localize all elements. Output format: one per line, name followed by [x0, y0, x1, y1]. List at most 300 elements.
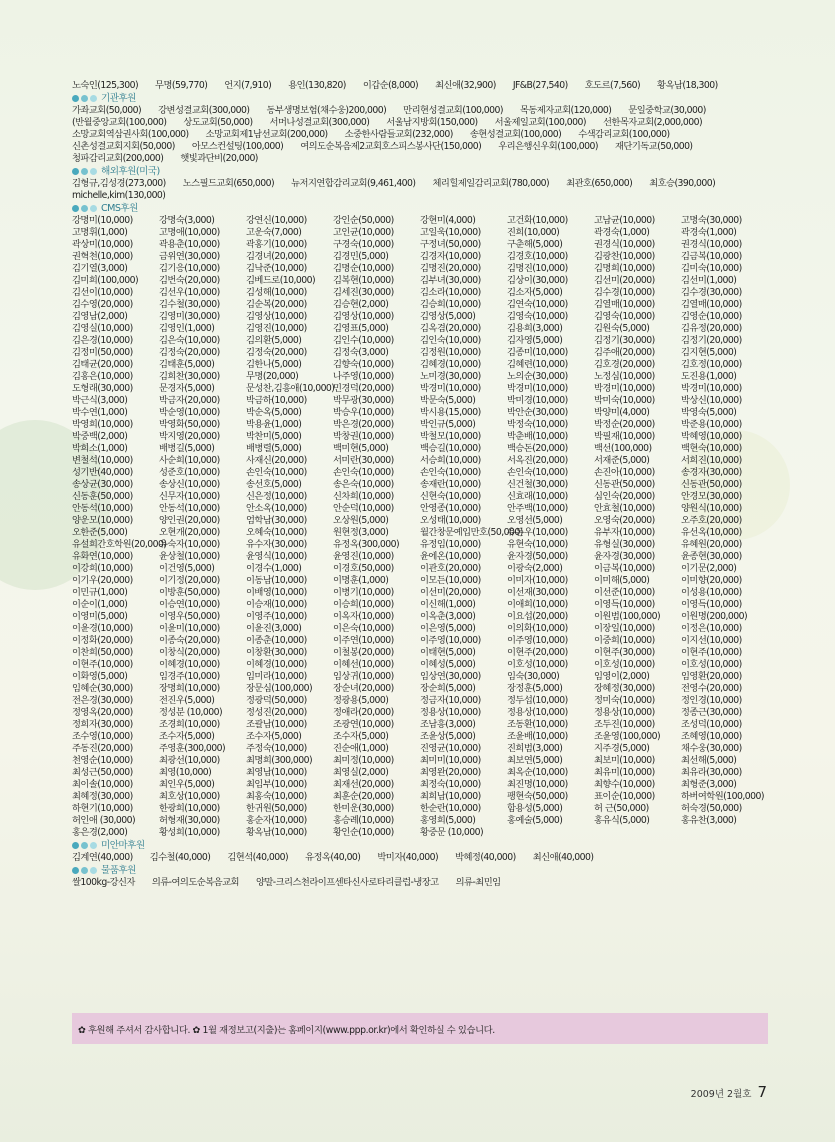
- donor-entry: 황인순(10,000): [333, 827, 394, 838]
- donor-entry: 김소라(10,000): [420, 287, 481, 298]
- top-line-donors: [72, 80, 768, 92]
- section-title: CMS후원: [101, 202, 138, 214]
- donor-entry: 김광찬(10,000): [594, 251, 655, 262]
- section-header-supporters: [72, 839, 768, 852]
- donor-entry: 박영숙(5,000): [681, 407, 737, 418]
- supporter-donors: [72, 852, 768, 864]
- donor-entry: 오영숙(20,000): [594, 515, 655, 526]
- donor-entry: 사순희(10,000): [159, 455, 220, 466]
- donor-entry: 임영환(20,000): [681, 671, 742, 682]
- bullet-dots-icon: [72, 168, 97, 175]
- donor-entry: 안주백(10,000): [507, 503, 568, 514]
- donor-entry: 구정녀(50,000): [420, 239, 481, 250]
- donor-entry: 김미희(100,000): [72, 275, 139, 286]
- donor-entry: 박경미(10,000): [594, 383, 655, 394]
- donor-entry: 이혜경(10,000): [246, 659, 307, 670]
- donor-entry: 유화연(10,000): [72, 551, 133, 562]
- donor-entry: 임혜순(30,000): [72, 683, 133, 694]
- donor-entry: 강명미(10,000): [72, 215, 133, 226]
- donor-entry: 만리현성결교회(100,000): [403, 105, 503, 116]
- donor-entry: 최성근(50,000): [72, 767, 133, 778]
- donor-entry: 아모스컨설팅(100,000): [191, 141, 284, 152]
- donor-entry: 천영순(10,000): [72, 755, 133, 766]
- donor-entry: 김형규,김성경(273,000): [72, 178, 166, 189]
- donor-entry: 김수경(10,000): [594, 287, 655, 298]
- donor-entry: 김수영(20,000): [72, 299, 133, 310]
- donor-entry: 조경희(10,000): [159, 719, 220, 730]
- donor-entry: 김미숙(10,000): [681, 263, 742, 274]
- donor-entry: 정성분 (10,000): [159, 707, 223, 718]
- donor-entry: 재단기독교(50,000): [614, 141, 693, 152]
- donor-entry: 박창권(10,000): [333, 431, 394, 442]
- donor-entry: 이원명(200,000): [681, 611, 748, 622]
- donor-entry: 김명희(10,000): [594, 263, 655, 274]
- donor-entry: 김한나(5,000): [246, 359, 302, 370]
- donor-entry: 임상연(30,000): [420, 671, 481, 682]
- donor-entry: 이현주(10,000): [681, 647, 742, 658]
- donor-entry: 장명희(10,000): [159, 683, 220, 694]
- page-number: 7: [757, 1083, 767, 1101]
- donor-entry: 한귀원(50,000): [246, 803, 307, 814]
- donor-entry: 김금복(10,000): [681, 251, 742, 262]
- donor-entry: 도진용(1,000): [681, 371, 737, 382]
- donor-entry: 임경주(10,000): [159, 671, 220, 682]
- donor-entry: 조수자(5,000): [159, 731, 215, 742]
- bullet-dots-icon: [72, 842, 97, 849]
- donor-entry: 정용상(10,000): [594, 707, 655, 718]
- donor-entry: 박중백(2,000): [72, 431, 128, 442]
- donor-entry: 호도르(7,560): [584, 80, 641, 91]
- donor-entry: 소망교회제1남선교회(200,000): [205, 129, 328, 140]
- donor-entry: 박혜정(40,000): [455, 852, 516, 863]
- donor-entry: 가좌교회(50,000): [72, 105, 142, 116]
- donor-entry: (반월중앙교회(100,000): [72, 117, 167, 128]
- donor-entry: 홍영희(5,000): [420, 815, 476, 826]
- donor-entry: 김희찬(30,000): [159, 371, 220, 382]
- donor-entry: 이강희(10,000): [72, 563, 133, 574]
- donor-entry: 김정숙(3,000): [333, 347, 389, 358]
- donor-entry: 유돈우(10,000): [507, 527, 568, 538]
- donor-entry: 장순녀(20,000): [333, 683, 394, 694]
- donor-entry: 김인숙(10,000): [420, 335, 481, 346]
- donor-entry: 안영종(10,000): [420, 503, 481, 514]
- donor-entry: 신효래(10,000): [507, 491, 568, 502]
- donor-entry: 윤에온(10,000): [420, 551, 481, 562]
- donor-entry: 김영진(10,000): [246, 323, 307, 334]
- donor-entry: 김정기(30,000): [594, 335, 655, 346]
- donor-entry: 이혜성(5,000): [420, 659, 476, 670]
- donor-entry: 손진아(10,000): [594, 467, 655, 478]
- donor-entry: 박순영(10,000): [159, 407, 220, 418]
- donor-entry: 이승연(10,000): [159, 599, 220, 610]
- donor-entry: 한광희(10,000): [159, 803, 220, 814]
- donor-entry: 신동훈(50,000): [72, 491, 133, 502]
- donor-entry: 조남흥(3,000): [420, 719, 476, 730]
- donor-entry: 김향숙(10,000): [333, 359, 394, 370]
- donor-entry: 김경녀(20,000): [246, 251, 307, 262]
- donor-entry: 조수자(5,000): [333, 731, 389, 742]
- donor-entry: 이병기(10,000): [333, 587, 394, 598]
- donor-entry: 최명희(300,000): [246, 755, 313, 766]
- donor-entry: 노스필드교회(650,000): [182, 178, 275, 189]
- donor-entry: 최인우(5,000): [159, 779, 215, 790]
- donor-entry: 백승돈(20,000): [507, 443, 568, 454]
- donor-entry: 유부자(10,000): [594, 527, 655, 538]
- donor-entry: 함용성(5,000): [507, 803, 563, 814]
- donor-entry: 고일욱(10,000): [420, 227, 481, 238]
- donor-entry: 홍예술(5,000): [507, 815, 563, 826]
- section-header-cms: [72, 202, 768, 215]
- donor-entry: 이종춘(10,000): [246, 635, 307, 646]
- donor-entry: 최형준(3,000): [681, 779, 737, 790]
- donor-entry: 이신해(1,000): [420, 599, 476, 610]
- donor-entry: 김영인(1,000): [159, 323, 215, 334]
- donor-entry: 김정원(10,000): [420, 347, 481, 358]
- donor-entry: 햇빛과단비(20,000): [180, 153, 258, 164]
- donor-entry: 서울제일교회(100,000): [494, 117, 586, 128]
- donor-entry: 주동진(20,000): [72, 743, 133, 754]
- donor-entry: 김혜련(10,000): [507, 359, 568, 370]
- donor-entry: 오혜숙(10,000): [246, 527, 307, 538]
- donor-entry: 김인수(10,000): [333, 335, 394, 346]
- donor-entry: 의류-여의도순복음교회: [151, 877, 239, 888]
- donor-entry: 유현숙(10,000): [507, 539, 568, 550]
- donor-entry: 박필재(10,000): [594, 431, 655, 442]
- donor-entry: 김영남(2,000): [72, 311, 128, 322]
- donor-entry: 김성해(10,000): [246, 287, 307, 298]
- donor-entry: 조두진(10,000): [594, 719, 655, 730]
- donor-entry: 손인숙(10,000): [333, 467, 394, 478]
- section-title: 미안마후원: [101, 839, 145, 851]
- donor-entry: 홍은경(2,000): [72, 827, 128, 838]
- donor-entry: 이방훈(50,000): [159, 587, 220, 598]
- donor-entry: 권경식(10,000): [681, 239, 742, 250]
- donor-entry: 박문숙(5,000): [420, 395, 476, 406]
- donor-entry: 백현숙(10,000): [681, 443, 742, 454]
- donor-entry: 이찬희(50,000): [72, 647, 133, 658]
- donor-entry: 박상신(10,000): [681, 395, 742, 406]
- donor-entry: 최미정(10,000): [333, 755, 394, 766]
- donor-entry: 김경호(10,000): [507, 251, 568, 262]
- donor-entry: 홍유찬(3,000): [681, 815, 737, 826]
- donor-entry: 안경모(30,000): [681, 491, 742, 502]
- donor-entry: 홍유식(5,000): [594, 815, 650, 826]
- donor-entry: 정금자(10,000): [420, 695, 481, 706]
- donor-entry: 이옥자(10,000): [333, 611, 394, 622]
- donor-entry: 유숙자(10,000): [159, 539, 220, 550]
- donor-entry: 금위연(30,000): [159, 251, 220, 262]
- donor-entry: 송선호(5,000): [246, 479, 302, 490]
- donor-entry: 김세진(30,000): [333, 287, 394, 298]
- donor-entry: 박시용(15,000): [420, 407, 481, 418]
- donor-entry: 김호정(10,000): [681, 359, 742, 370]
- donor-entry: 최희남(10,000): [420, 791, 481, 802]
- goods-donors: [72, 877, 768, 889]
- donor-entry: 이애희(10,000): [507, 599, 568, 610]
- donor-entry: 김낙준(10,000): [246, 263, 307, 274]
- donor-entry: 강연신(10,000): [246, 215, 307, 226]
- donor-entry: 심인숙(20,000): [594, 491, 655, 502]
- page-footer: [691, 1083, 767, 1101]
- donor-entry: 진희(10,000): [507, 227, 560, 238]
- donor-entry: 박희소(1,000): [72, 443, 128, 454]
- donor-entry: 노미경(30,000): [420, 371, 481, 382]
- donor-entry: 유혜원(20,000): [681, 539, 742, 550]
- donor-entry: 엄학남(30,000): [246, 515, 307, 526]
- donor-entry: 김정미(50,000): [72, 347, 133, 358]
- donor-entry: 이광숙(2,000): [507, 563, 563, 574]
- notice-text: ✿ 후원해 주셔서 감사합니다. ✿ 1월 재정보고(지출)는 홈페이지(www.ppp.or.kr)에서 확인하실 수 있습니다.: [78, 1024, 495, 1036]
- donor-entry: 윤종현(30,000): [681, 551, 742, 562]
- donor-entry: 이갑순(8,000): [362, 80, 419, 91]
- donor-entry: 김영숙(10,000): [507, 311, 568, 322]
- donor-entry: 용인(130,820): [288, 80, 346, 91]
- donor-entry: 김명순(10,000): [333, 263, 394, 274]
- donor-entry: 이요섭(20,000): [507, 611, 568, 622]
- donor-entry: 김열매(10,000): [681, 299, 742, 310]
- donor-entry: 문일중학교(30,000): [628, 105, 706, 116]
- donor-entry: 이장일(10,000): [594, 623, 655, 634]
- donor-entry: 조윤상(5,000): [420, 731, 476, 742]
- donor-entry: 최관호(650,000): [566, 178, 633, 189]
- donor-entry: 송현성결교회(100,000): [469, 129, 562, 140]
- donor-entry: 이민규(1,000): [72, 587, 128, 598]
- donor-entry: 최호승(390,000): [649, 178, 716, 189]
- donor-entry: 양원식(10,000): [681, 503, 742, 514]
- donor-entry: 서머나성결교회(300,000): [269, 117, 370, 128]
- donor-entry: 이호성(10,000): [681, 659, 742, 670]
- donor-entry: 김의환(5,000): [246, 335, 302, 346]
- donor-entry: 김영숙(10,000): [594, 311, 655, 322]
- donor-entry: 고명애(10,000): [159, 227, 220, 238]
- donor-entry: 청파감리교회(200,000): [72, 153, 164, 164]
- donor-entry: 최영남(10,000): [246, 767, 307, 778]
- donor-entry: 김수경(30,000): [681, 287, 742, 298]
- donor-entry: 월간창문예입만호(50,000): [420, 527, 523, 538]
- donor-entry: 신은정(10,000): [246, 491, 307, 502]
- donor-entry: 손인숙(10,000): [507, 467, 568, 478]
- donor-entry: 오영선(5,000): [507, 515, 563, 526]
- section-title: 물품후원: [101, 864, 136, 876]
- donor-entry: 정성진(20,000): [246, 707, 307, 718]
- donor-entry: 김연숙(10,000): [507, 299, 568, 310]
- donor-entry: 장문심(100,000): [246, 683, 313, 694]
- donor-entry: 최선해(5,000): [681, 755, 737, 766]
- donor-entry: 윤자경(30,000): [594, 551, 655, 562]
- donor-entry: 이정은(10,000): [681, 623, 742, 634]
- donor-entry: 전진우(5,000): [159, 695, 215, 706]
- donor-entry: 박용윤(1,000): [246, 419, 302, 430]
- donor-entry: 서울남지방회(150,000): [386, 117, 478, 128]
- donor-entry: 이호성(10,000): [594, 659, 655, 670]
- donor-entry: 이건영(5,000): [159, 563, 215, 574]
- donor-entry: 이승재(10,000): [246, 599, 307, 610]
- donor-entry: 이영득(10,000): [681, 599, 742, 610]
- donor-entry: 최영(10,000): [159, 767, 212, 778]
- donor-entry: 오상원(5,000): [333, 515, 389, 526]
- donor-entry: 신현숙(10,000): [420, 491, 481, 502]
- donor-entry: 김소자(5,000): [507, 287, 563, 298]
- donor-entry: 배병렬(5,000): [246, 443, 302, 454]
- donor-entry: 황중문 (10,000): [420, 827, 484, 838]
- donor-entry: 송상신(10,000): [159, 479, 220, 490]
- donor-entry: 신건철(30,000): [507, 479, 568, 490]
- donor-entry: 체리힐제일감리교회(780,000): [432, 178, 550, 189]
- donor-entry: 문경자(5,000): [159, 383, 215, 394]
- donor-entry: 박금자(20,000): [159, 395, 220, 406]
- donor-entry: 의류-최민임: [455, 877, 501, 888]
- donor-entry: 양말-크리스천라이프센타신사로타리클럽-냉장고: [255, 877, 439, 888]
- donor-entry: 권경식(10,000): [594, 239, 655, 250]
- donor-entry: 오현개(20,000): [159, 527, 220, 538]
- donor-entry: 최보연(5,000): [507, 755, 563, 766]
- donor-entry: 하현기(10,000): [72, 803, 133, 814]
- donor-entry: 이관호(20,000): [420, 563, 481, 574]
- donor-entry: 김부녀(30,000): [420, 275, 481, 286]
- donor-entry: 무명(59,770): [155, 80, 208, 91]
- donor-entry: 우리은행신우회(100,000): [498, 141, 598, 152]
- donor-list: [72, 80, 768, 889]
- donor-entry: 김영순(10,000): [681, 311, 742, 322]
- donor-entry: 정두섭(10,000): [507, 695, 568, 706]
- donor-entry: 손인숙(10,000): [246, 467, 307, 478]
- donor-entry: 조수영(10,000): [72, 731, 133, 742]
- donor-entry: 조윤배(10,000): [507, 731, 568, 742]
- donor-entry: 김태훈(5,000): [159, 359, 215, 370]
- donor-entry: 언지(7,910): [224, 80, 272, 91]
- donor-entry: 이선재(30,000): [507, 587, 568, 598]
- donor-entry: 정애라(20,000): [333, 707, 394, 718]
- donor-entry: michelle,kim(130,000): [72, 190, 166, 201]
- donor-entry: 박승우(10,000): [333, 407, 394, 418]
- donor-entry: 김승희(10,000): [420, 299, 481, 310]
- donor-entry: 이윤진(3,000): [246, 623, 302, 634]
- donor-entry: 선한목자교회(2,000,000): [602, 117, 703, 128]
- donor-entry: 최홍숙(10,000): [246, 791, 307, 802]
- donor-entry: 최유라(30,000): [681, 767, 742, 778]
- donor-entry: 강인순(50,000): [333, 215, 394, 226]
- donor-entry: 김명진(10,000): [507, 263, 568, 274]
- donor-entry: 구경숙(10,000): [333, 239, 394, 250]
- donor-entry: 이지선(10,000): [681, 635, 742, 646]
- donor-entry: 이선미(20,000): [420, 587, 481, 598]
- donor-entry: 장순희(5,000): [420, 683, 476, 694]
- donor-entry: 김은경(10,000): [72, 335, 133, 346]
- donor-entry: 김기열(3,000): [72, 263, 128, 274]
- donor-entry: 배병길(5,000): [159, 443, 215, 454]
- donor-entry: 조성덕(10,000): [681, 719, 742, 730]
- donor-entry: 이영득(10,000): [594, 599, 655, 610]
- donor-entry: 이모든(10,000): [420, 575, 481, 586]
- donor-entry: 유정옥(40,00): [305, 852, 361, 863]
- donor-entry: 정종근(30,000): [681, 707, 742, 718]
- donor-entry: 곽홍기(10,000): [246, 239, 307, 250]
- donor-entry: 팽현숙(50,000): [507, 791, 568, 802]
- donor-entry: 정광덕(50,000): [246, 695, 307, 706]
- donor-entry: 고운숙(7,000): [246, 227, 302, 238]
- cms-donors-grid: [72, 215, 768, 839]
- donor-entry: 안소옥(10,000): [246, 503, 307, 514]
- donor-entry: 김영상(10,000): [246, 311, 307, 322]
- donor-entry: 안동석(10,000): [159, 503, 220, 514]
- donor-entry: 이명훈(1,000): [333, 575, 389, 586]
- donor-entry: 최훈순(20,000): [333, 791, 394, 802]
- donor-entry: 노숙인(125,300): [72, 80, 139, 91]
- donor-entry: 최임부(10,000): [246, 779, 307, 790]
- donor-entry: 상도교회(50,000): [183, 117, 253, 128]
- overseas-donors: [72, 178, 768, 202]
- donor-entry: 하버여학원(100,000): [681, 791, 764, 802]
- donor-entry: 이주영(10,000): [507, 635, 568, 646]
- donor-entry: 윤영진(10,000): [333, 551, 394, 562]
- donor-entry: 곽경숙(1,000): [681, 227, 737, 238]
- donor-entry: 고명숙(30,000): [681, 215, 742, 226]
- donor-entry: 유정임(10,000): [420, 539, 481, 550]
- donor-entry: 김혜경(10,000): [420, 359, 481, 370]
- donor-entry: 박정숙(10,000): [507, 419, 568, 430]
- donor-entry: 김선미(1,000): [681, 275, 737, 286]
- donor-entry: 이호성(10,000): [507, 659, 568, 670]
- donor-entry: 김기응(10,000): [159, 263, 220, 274]
- donor-entry: 박미경(10,000): [507, 395, 568, 406]
- donor-entry: 여의도순복음제2교회호스피스봉사단(150,000): [300, 141, 482, 152]
- donor-entry: 이성용(10,000): [681, 587, 742, 598]
- donor-entry: 서옥진(20,000): [507, 455, 568, 466]
- donor-entry: 주정숙(10,000): [246, 743, 307, 754]
- section-title: 해외후원(미국): [101, 165, 160, 177]
- donor-entry: 민경덕(20,000): [333, 383, 394, 394]
- donor-entry: 손인숙(10,000): [420, 467, 481, 478]
- donor-entry: 양인권(20,000): [159, 515, 220, 526]
- donor-entry: 박지영(20,000): [159, 431, 220, 442]
- donor-entry: 이경수(1,000): [246, 563, 302, 574]
- bullet-dots-icon: [72, 867, 97, 874]
- donor-entry: 박준용(10,000): [681, 419, 742, 430]
- donor-entry: 무명(20,000): [246, 371, 299, 382]
- donor-entry: 전은경(30,000): [72, 695, 133, 706]
- donor-entry: 조괄남(10,000): [246, 719, 307, 730]
- donor-entry: 이미해(5,000): [594, 575, 650, 586]
- donor-entry: 조동환(10,000): [507, 719, 568, 730]
- donor-entry: 오주호(20,000): [681, 515, 742, 526]
- donor-entry: 이현주(20,000): [507, 647, 568, 658]
- donor-entry: 최혜정(30,000): [72, 791, 133, 802]
- donor-entry: 신동관(50,000): [681, 479, 742, 490]
- section-header-overseas: [72, 165, 768, 178]
- donor-entry: 서희진(10,000): [681, 455, 742, 466]
- donor-entry: 백미현(5,000): [333, 443, 389, 454]
- donor-entry: 김선우(10,000): [159, 287, 220, 298]
- donor-entry: 박경미(10,000): [507, 383, 568, 394]
- donor-entry: 송은숙(10,000): [333, 479, 394, 490]
- donor-entry: 송상균(30,000): [72, 479, 133, 490]
- donor-entry: 이기우(20,000): [72, 575, 133, 586]
- donor-entry: 최영완(20,000): [420, 767, 481, 778]
- donor-entry: 윤자경(50,000): [507, 551, 568, 562]
- donor-entry: 강변성결교회(300,000): [158, 105, 250, 116]
- donor-entry: 서미란(30,000): [333, 455, 394, 466]
- donor-entry: 안동석(10,000): [72, 503, 133, 514]
- thanks-notice: [72, 1013, 768, 1044]
- donor-entry: 김명진(20,000): [420, 263, 481, 274]
- donor-entry: 성기반(40,000): [72, 467, 133, 478]
- donor-entry: 주영훈(300,000): [159, 743, 226, 754]
- donor-entry: 이원범(100,000): [594, 611, 661, 622]
- donor-entry: 이정화(20,000): [72, 635, 133, 646]
- donor-entry: 도형래(30,000): [72, 383, 133, 394]
- donor-entry: 홍승례(10,000): [333, 815, 394, 826]
- donor-entry: 박순옥(5,000): [246, 407, 302, 418]
